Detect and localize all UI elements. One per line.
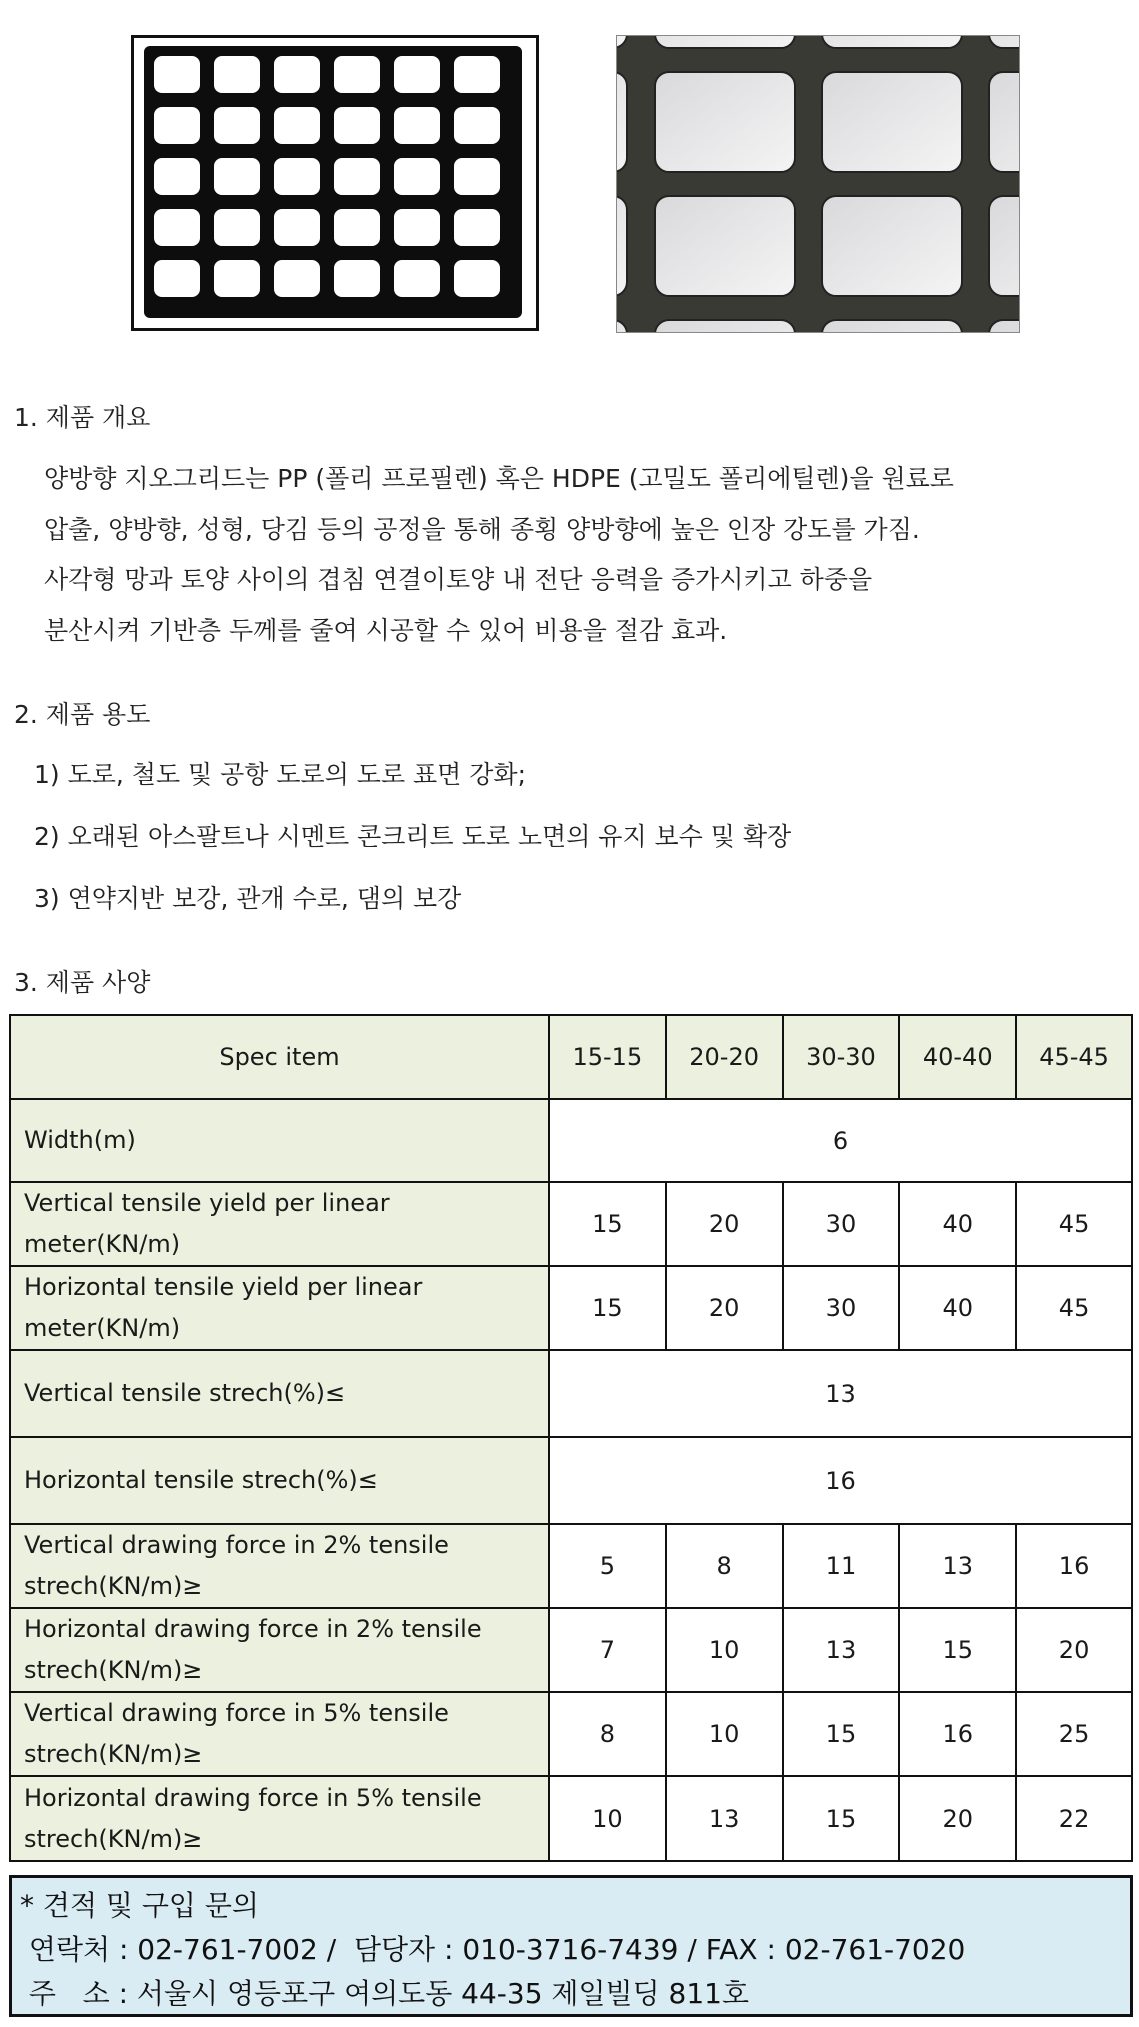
section-heading-spec: 3. 제품 사양 <box>14 968 151 997</box>
table-row <box>10 1099 1132 1182</box>
usage-item: 1) 도로, 철도 및 공항 도로의 도로 표면 강화; <box>34 760 527 789</box>
table-header-row <box>10 1015 1132 1099</box>
row-label: Vertical tensile yield per linear meter(KN/m) <box>10 1182 549 1266</box>
usage-item: 2) 오래된 아스팔트나 시멘트 콘크리트 도로 노면의 유지 보수 및 확장 <box>34 822 792 851</box>
table-row <box>10 1266 1132 1350</box>
value-cell: 8 <box>666 1524 783 1608</box>
value-cell: 40 <box>899 1182 1016 1266</box>
table-row <box>10 1692 1132 1776</box>
spec-table <box>9 1014 1133 1862</box>
header-cell: 15-15 <box>549 1015 666 1099</box>
value-cell: 10 <box>666 1608 783 1692</box>
row-label: Vertical drawing force in 5% tensile strech(KN/m)≥ <box>10 1692 549 1776</box>
header-cell: 30-30 <box>783 1015 900 1099</box>
overview-line: 양방향 지오그리드는 PP (폴리 프로필렌) 혹은 HDPE (고밀도 폴리에틸렌)을 원료로 <box>44 464 954 493</box>
value-cell: 13 <box>783 1608 900 1692</box>
contact-address-line: 주 소 : 서울시 영등포구 여의도동 44-35 제일빌딩 811호 <box>20 1977 750 2010</box>
geogrid-diagram-image <box>131 35 539 331</box>
value-cell: 13 <box>899 1524 1016 1608</box>
row-label: Width(m) <box>10 1099 549 1182</box>
row-label: Horizontal tensile yield per linear meter(KN/m) <box>10 1266 549 1350</box>
value-cell: 15 <box>899 1608 1016 1692</box>
overview-line: 압출, 양방향, 성형, 당김 등의 공정을 통해 종횡 양방향에 높은 인장 강도를 가짐. <box>44 515 920 544</box>
section-heading-overview: 1. 제품 개요 <box>14 403 151 432</box>
contact-box <box>9 1875 1133 2017</box>
header-cell: Spec item <box>10 1015 549 1099</box>
value-cell: 5 <box>549 1524 666 1608</box>
merged-value-cell: 16 <box>549 1437 1132 1524</box>
row-label: Horizontal drawing force in 2% tensile strech(KN/m)≥ <box>10 1608 549 1692</box>
table-row <box>10 1182 1132 1266</box>
overview-line: 사각형 망과 토양 사이의 겹침 연결이토양 내 전단 응력을 증가시키고 하중을 <box>44 565 873 594</box>
value-cell: 13 <box>666 1776 783 1861</box>
value-cell: 10 <box>549 1776 666 1861</box>
table-row <box>10 1524 1132 1608</box>
table-row <box>10 1437 1132 1524</box>
value-cell: 15 <box>783 1692 900 1776</box>
value-cell: 8 <box>549 1692 666 1776</box>
row-label: Horizontal drawing force in 5% tensile strech(KN/m)≥ <box>10 1776 549 1861</box>
value-cell: 20 <box>899 1776 1016 1861</box>
usage-item: 3) 연약지반 보강, 관개 수로, 댐의 보강 <box>34 884 462 913</box>
header-cell: 20-20 <box>666 1015 783 1099</box>
section-heading-usage: 2. 제품 용도 <box>14 700 151 729</box>
value-cell: 10 <box>666 1692 783 1776</box>
contact-phone-line: 연락처 : 02-761-7002 / 담당자 : 010-3716-7439 / FAX : 02-761-7020 <box>20 1933 966 1966</box>
value-cell: 40 <box>899 1266 1016 1350</box>
table-row <box>10 1608 1132 1692</box>
value-cell: 30 <box>783 1182 900 1266</box>
row-label: Horizontal tensile strech(%)≤ <box>10 1437 549 1524</box>
value-cell: 25 <box>1016 1692 1132 1776</box>
value-cell: 20 <box>666 1182 783 1266</box>
value-cell: 15 <box>783 1776 900 1861</box>
row-label: Vertical tensile strech(%)≤ <box>10 1350 549 1437</box>
value-cell: 7 <box>549 1608 666 1692</box>
table-row <box>10 1350 1132 1437</box>
value-cell: 45 <box>1016 1182 1132 1266</box>
value-cell: 30 <box>783 1266 900 1350</box>
value-cell: 45 <box>1016 1266 1132 1350</box>
value-cell: 11 <box>783 1524 900 1608</box>
row-label: Vertical drawing force in 2% tensile strech(KN/m)≥ <box>10 1524 549 1608</box>
value-cell: 16 <box>899 1692 1016 1776</box>
value-cell: 16 <box>1016 1524 1132 1608</box>
merged-value-cell: 6 <box>549 1099 1132 1182</box>
contact-title: * 견적 및 구입 문의 <box>20 1889 259 1922</box>
geogrid-photo-image <box>616 35 1020 333</box>
header-cell: 45-45 <box>1016 1015 1132 1099</box>
value-cell: 15 <box>549 1182 666 1266</box>
value-cell: 15 <box>549 1266 666 1350</box>
header-cell: 40-40 <box>899 1015 1016 1099</box>
merged-value-cell: 13 <box>549 1350 1132 1437</box>
value-cell: 22 <box>1016 1776 1132 1861</box>
value-cell: 20 <box>666 1266 783 1350</box>
overview-line: 분산시켜 기반층 두께를 줄여 시공할 수 있어 비용을 절감 효과. <box>44 616 728 645</box>
table-row <box>10 1776 1132 1861</box>
value-cell: 20 <box>1016 1608 1132 1692</box>
